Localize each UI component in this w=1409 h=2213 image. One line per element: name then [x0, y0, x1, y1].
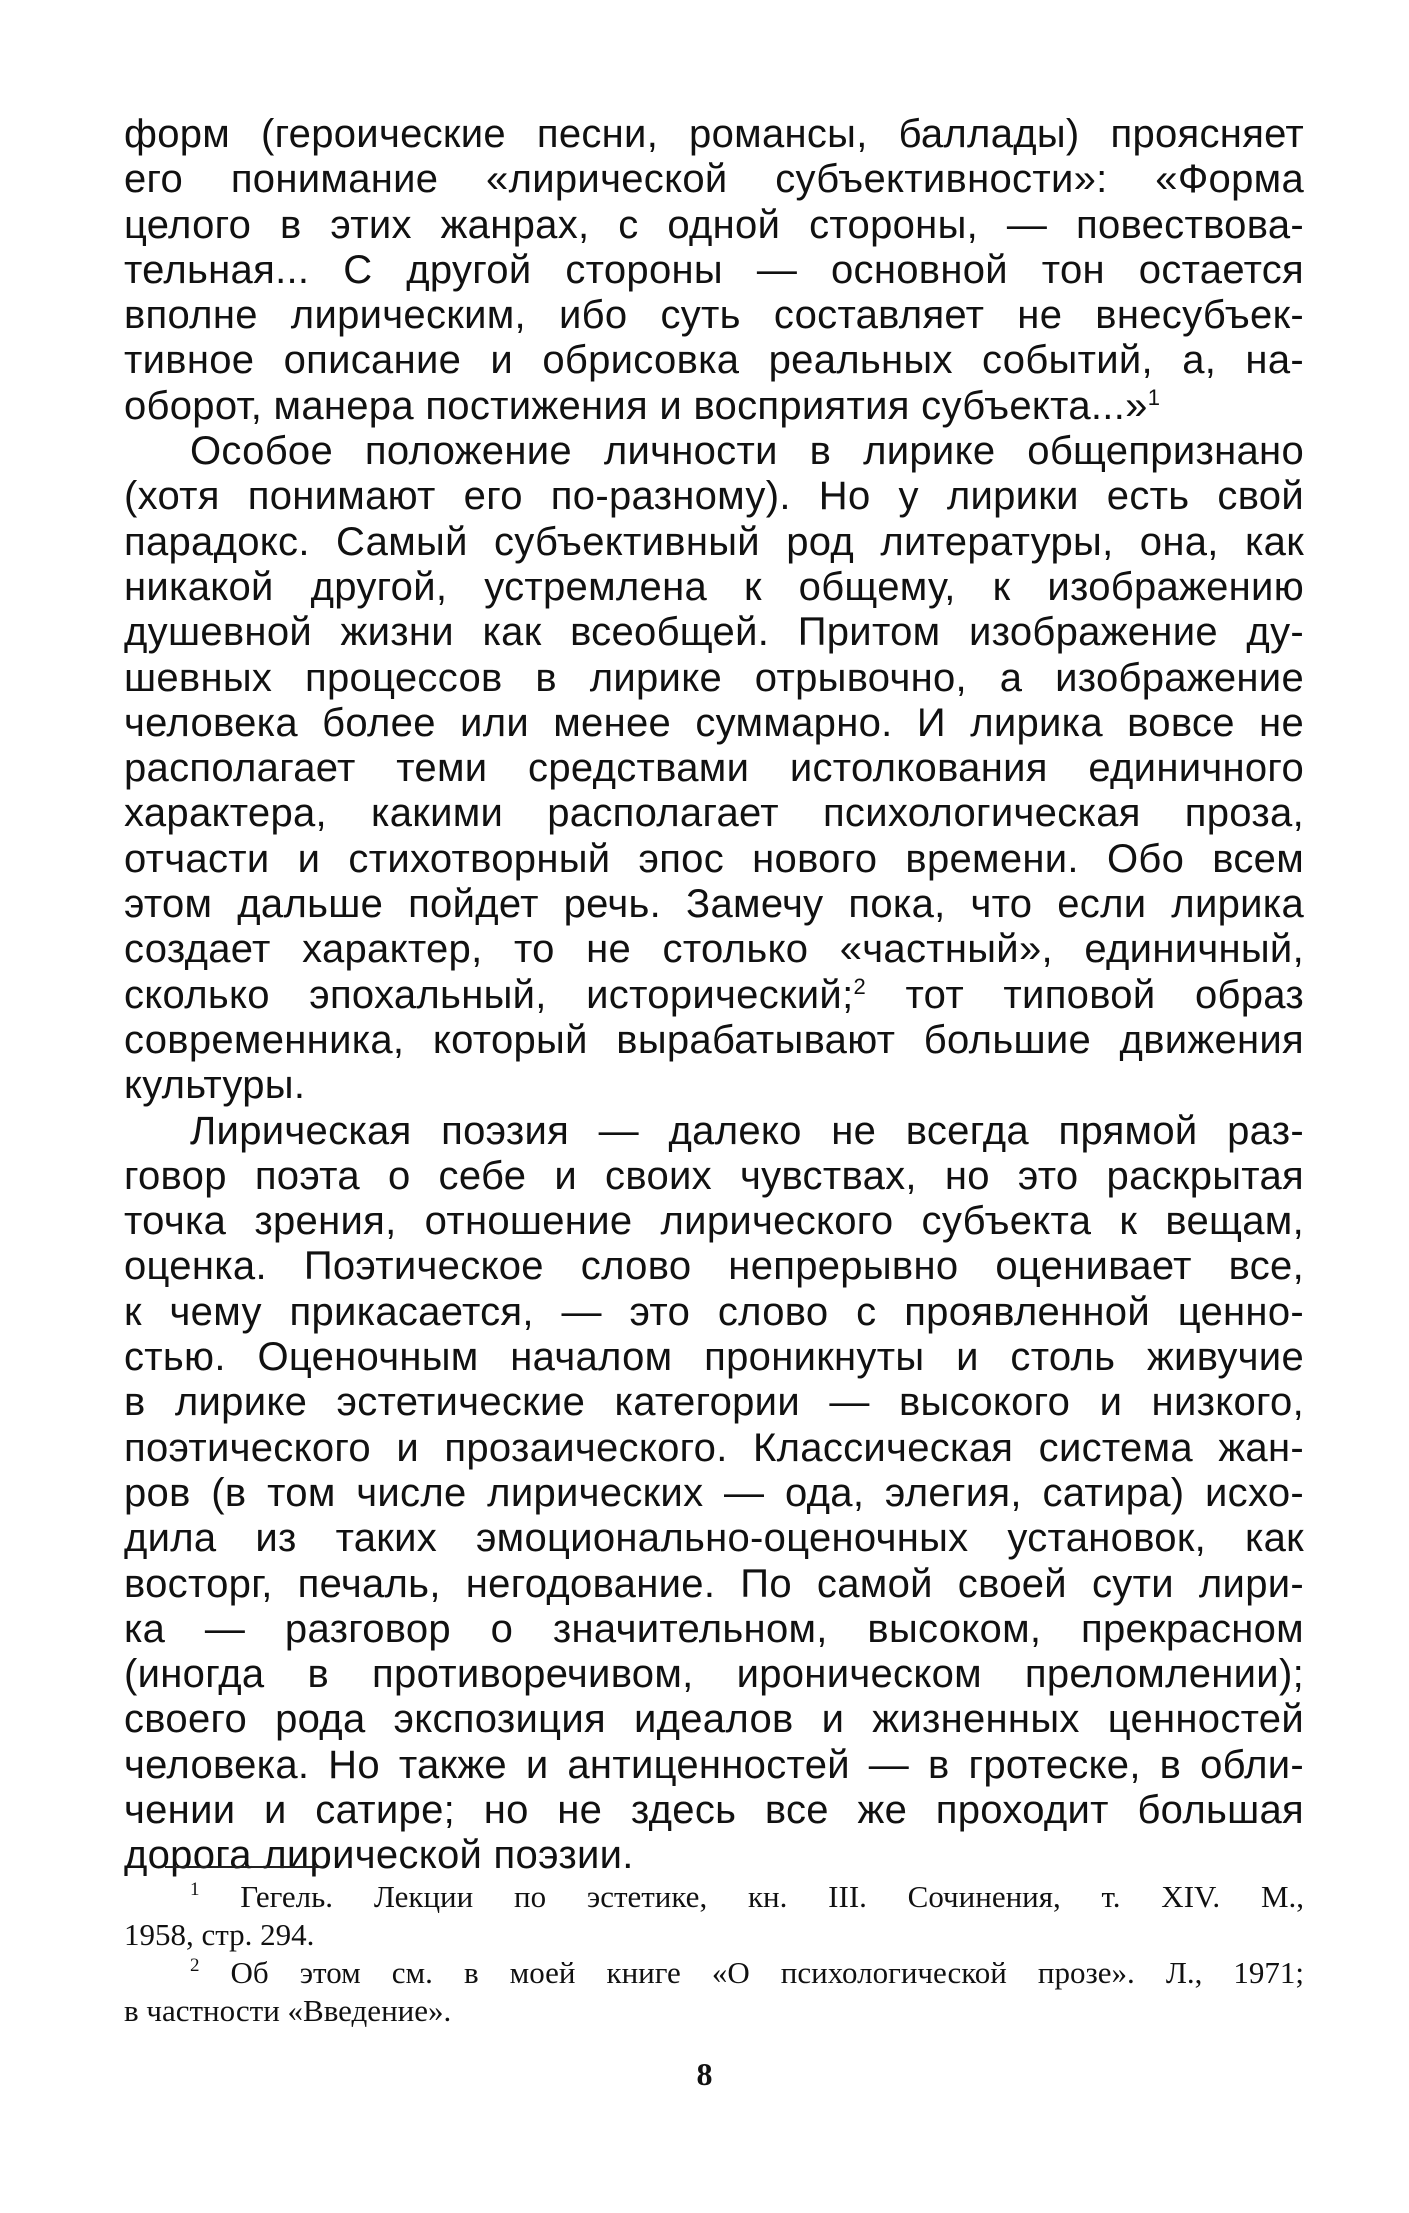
footnote-number: 1	[190, 1879, 200, 1900]
text-line: культуры.	[124, 1063, 306, 1108]
text-line: стью. Оценочным началом проникнуты и столь живучие	[124, 1335, 1304, 1380]
text-line	[124, 384, 1304, 429]
text-line: никакой другой, устремлена к общему, к изображению	[124, 564, 1304, 609]
footnote-number: 2	[190, 1955, 200, 1976]
text-line: ка — разговор о значительном, высоком, прекрасном	[124, 1606, 1304, 1651]
text-line: целого в этих жанрах, с одной стороны, — повествова-	[124, 202, 1304, 247]
footnote-line: 1958, стр. 294.	[124, 1917, 315, 1952]
paragraph	[124, 1109, 1304, 1879]
footnote-ref: 2	[853, 973, 867, 999]
text-line-content: оборот, манера постижения и восприятия субъекта...»	[124, 383, 1148, 428]
text-line: этом дальше пойдет речь. Замечу пока, что если лирика	[124, 882, 1304, 927]
text-line-content: сколько эпохальный, исторический;	[124, 972, 854, 1017]
text-line: оценка. Поэтическое слово непрерывно оценивает все,	[124, 1244, 1304, 1289]
text-line: тивное описание и обрисовка реальных событий, а, на-	[124, 338, 1304, 383]
text-line: тельная... С другой стороны — основной тон остается	[124, 247, 1304, 292]
text-line: в лирике эстетические категории — высокого и низкого,	[124, 1380, 1304, 1425]
text-line: (хотя понимают его по-разному). Но у лирики есть свой	[124, 474, 1304, 519]
paragraph	[124, 429, 1304, 1108]
text-line: Лирическая поэзия — далеко не всегда прямой раз-	[190, 1108, 1304, 1153]
page-number: 8	[696, 2056, 713, 2092]
text-line: чении и сатире; но не здесь все же проходит большая	[124, 1787, 1304, 1832]
text-line: дорога лирической поэзии.	[124, 1833, 634, 1878]
footnote-line: в частности «Введение».	[124, 1993, 452, 2028]
text-line: восторг, печаль, негодование. По самой своей сути лири-	[124, 1561, 1304, 1606]
text-line: создает характер, то не столько «частный», единичный,	[124, 927, 1304, 972]
footnote	[124, 1954, 1304, 2030]
footnotes	[124, 1878, 1304, 2030]
body-text	[124, 112, 1304, 1879]
text-line: говор поэта о себе и своих чувствах, но это раскрытая	[124, 1153, 1304, 1198]
footnote-line	[124, 1954, 1304, 1992]
footnote-divider	[165, 1866, 323, 1868]
text-line: человека. Но также и антиценностей — в гротеске, в обли-	[124, 1742, 1304, 1787]
footnote	[124, 1878, 1304, 1954]
text-line: точка зрения, отношение лирического субъекта к вещам,	[124, 1199, 1304, 1244]
paragraph	[124, 112, 1304, 429]
text-line: шевных процессов в лирике отрывочно, а изображение	[124, 655, 1304, 700]
text-line: современника, который вырабатывают большие движения	[124, 1017, 1304, 1062]
text-line: располагает теми средствами истолкования единичного	[124, 746, 1304, 791]
text-line: (иногда в противоречивом, ироническом преломлении);	[124, 1652, 1304, 1697]
text-line: Особое положение личности в лирике общепризнано	[190, 429, 1304, 474]
text-line: к чему прикасается, — это слово с проявленной ценно-	[124, 1289, 1304, 1334]
footnote-text: Гегель. Лекции по эстетике, кн. III. Сочинения, т. XIV. М.,	[240, 1879, 1305, 1914]
footnote-text: Об этом см. в моей книге «О психологической прозе». Л., 1971;	[230, 1955, 1304, 1990]
footnote-line	[124, 1878, 1304, 1916]
footnote-ref: 1	[1147, 384, 1161, 410]
text-line: парадокс. Самый субъективный род литературы, она, как	[124, 519, 1304, 564]
text-line-content: тот типовой образ	[905, 972, 1304, 1017]
text-line: душевной жизни как всеобщей. Притом изображение ду-	[124, 610, 1304, 655]
text-line: поэтического и прозаического. Классическая система жан-	[124, 1425, 1304, 1470]
text-line: дила из таких эмоционально-оценочных установок, как	[124, 1516, 1304, 1561]
text-line: своего рода экспозиция идеалов и жизненных ценностей	[124, 1697, 1304, 1742]
text-line: характера, какими располагает психологическая проза,	[124, 791, 1304, 836]
text-line: его понимание «лирической субъективности»: «Форма	[124, 157, 1304, 202]
text-line	[124, 973, 1304, 1018]
text-line: форм (героические песни, романсы, баллады) проясняет	[124, 112, 1304, 156]
text-line: ров (в том числе лирических — ода, элегия, сатира) исхо-	[124, 1470, 1304, 1515]
text-line: человека более или менее суммарно. И лирика вовсе не	[124, 700, 1304, 745]
text-line: отчасти и стихотворный эпос нового времени. Обо всем	[124, 836, 1304, 881]
text-line: вполне лирическим, ибо суть составляет не внесубъек-	[124, 293, 1304, 338]
